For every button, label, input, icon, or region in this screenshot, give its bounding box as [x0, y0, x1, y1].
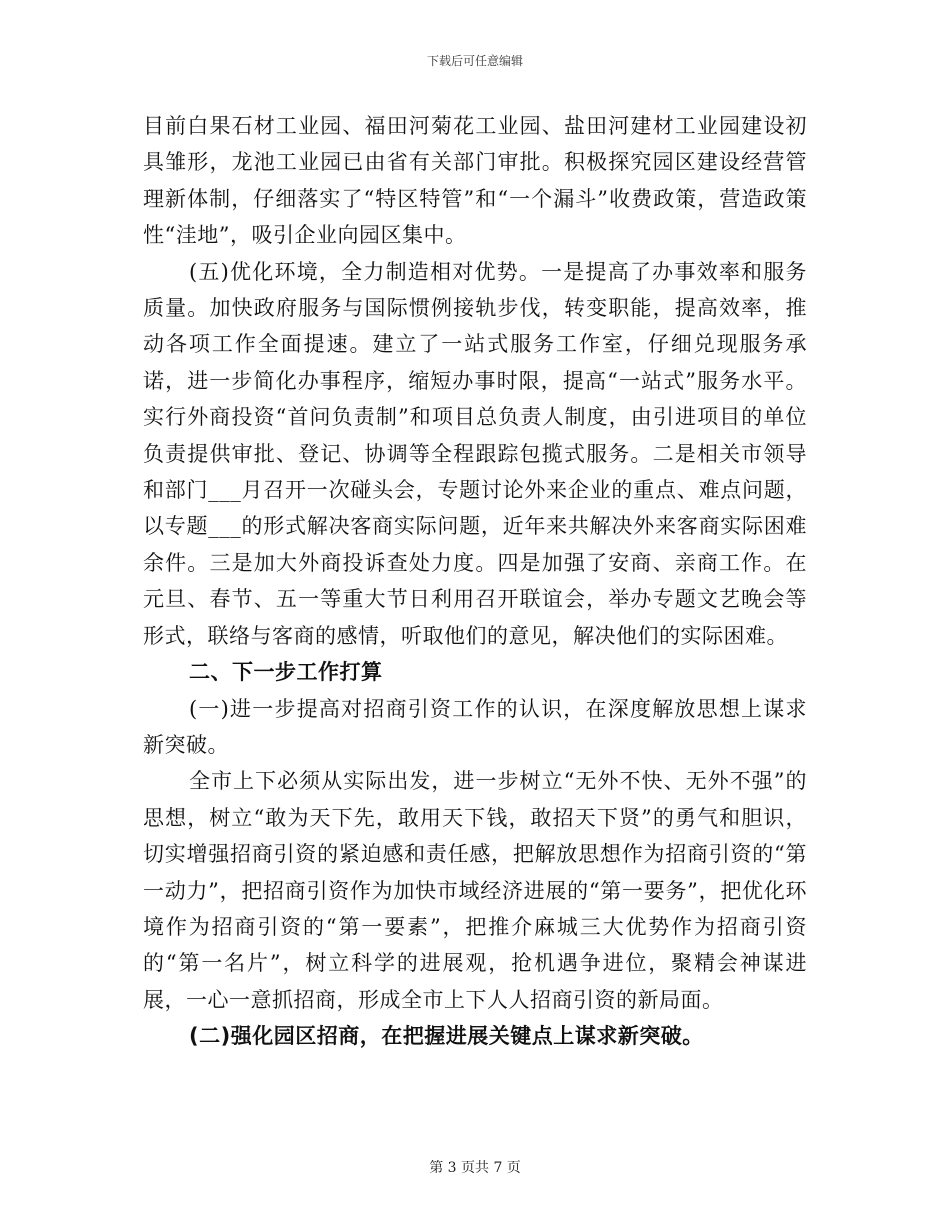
document-body — [143, 108, 807, 1055]
page-header-note: 下载后可任意编辑 — [426, 54, 523, 68]
subheading-park-investment: (二)强化园区招商，在把握进展关键点上谋求新突破。 — [189, 1024, 704, 1049]
section-heading-next-steps: 二、下一步工作打算 — [189, 660, 383, 685]
paragraph-optimize-environment: (五)优化环境，全力制造相对优势。一是提高了办事效率和服务质量。加快政府服务与国际惯例接轨步伐，转变职能，提高效率，推动各项工作全面提速。建立了一站式服务工作室，仔细兑现服务承诺，进一步简化办事程序，缩短办事时限，提高“一站式”服务水平。实行外商投资“首问负责制”和项目总负责人制度，由引进项目的单位负责提供审批、登记、协调等全程跟踪包揽式服务。二是相关市领导和部门___月召开一次碰头会，专题讨论外来企业的重点、难点问题，以专题___的形式解决客商实际问题，近年来共解决外来客商实际困难余件。三是加大外商投诉查处力度。四是加强了安商、亲商工作。在元旦、春节、五一等重大节日利用召开联谊会，举办专题文艺晚会等形式，联络与客商的感情，听取他们的意见，解决他们的实际困难。 — [143, 259, 807, 648]
paragraph-raise-awareness: (一)进一步提高对招商引资工作的认识，在深度解放思想上谋求新突破。 — [143, 696, 807, 757]
paragraph-industrial-parks: 目前白果石材工业园、福田河菊花工业园、盐田河建材工业园建设初具雏形，龙池工业园已由省有关部门审批。积极探究园区建设经营管理新体制，仔细落实了“特区特管”和“一个漏斗”收费政策，营造政策性“洼地”，吸引企业向园区集中。 — [143, 114, 807, 248]
page-number-footer: 第 3 页共 7 页 — [429, 1160, 521, 1176]
paragraph-citywide-effort: 全市上下必须从实际出发，进一步树立“无外不快、无外不强”的思想，树立“敢为天下先，敢用天下钱，敢招天下贤”的勇气和胆识，切实增强招商引资的紧迫感和责任感，把解放思想作为招商引资的“第一动力”，把招商引资作为加快市域经济进展的“第一要务”，把优化环境作为招商引资的“第一要素”，把推介麻城三大优势作为招商引资的“第一名片”，树立科学的进展观，抢机遇争进位，聚精会神谋进展，一心一意抓招商，形成全市上下人人招商引资的新局面。 — [143, 769, 807, 1012]
